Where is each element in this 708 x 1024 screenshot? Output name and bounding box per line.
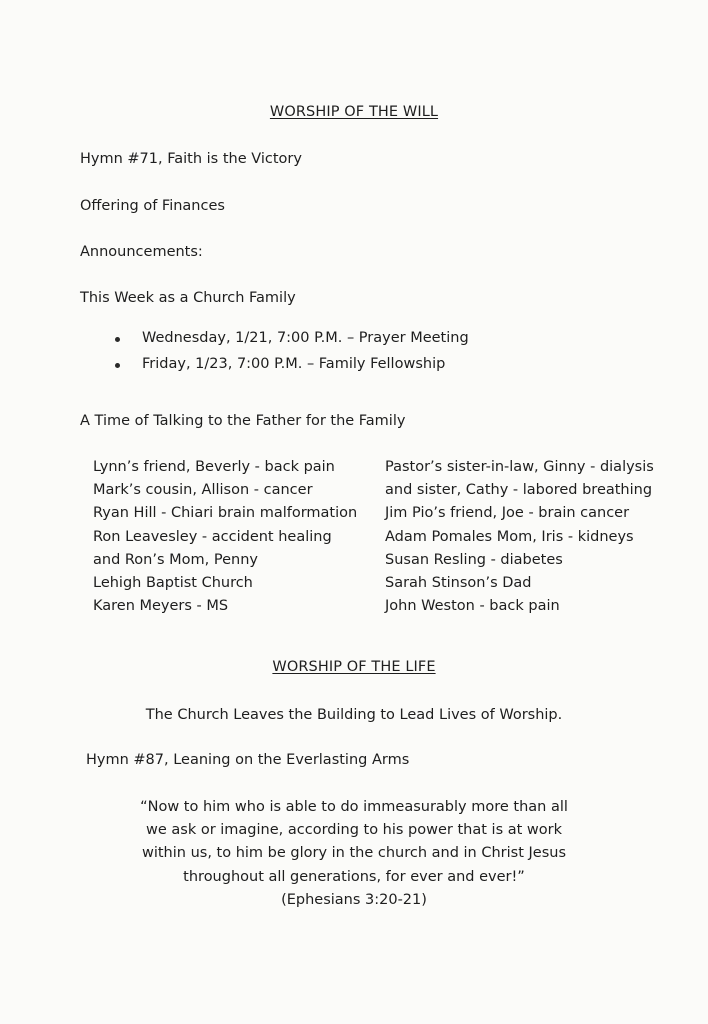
prayer-item: Adam Pomales Mom, Iris - kidneys — [385, 528, 634, 545]
scripture-quote — [0, 796, 708, 912]
section-heading-worship-of-the-will: WORSHIP OF THE WILL — [269, 104, 439, 120]
prayer-item: John Weston - back pain — [385, 598, 560, 615]
event-text: Friday, 1/23, 7:00 P.M. – Family Fellowship — [142, 356, 446, 372]
prayer-item: and Ron’s Mom, Penny — [93, 551, 258, 568]
bullet-icon — [115, 363, 120, 368]
event-text: Wednesday, 1/21, 7:00 P.M. – Prayer Meeting — [142, 330, 469, 346]
prayer-item: Lehigh Baptist Church — [93, 574, 253, 591]
prayer-item: Karen Meyers - MS — [93, 598, 229, 615]
this-week-label: This Week as a Church Family — [80, 290, 296, 306]
quote-line: within us, to him be glory in the church and in Christ Jesus — [141, 845, 567, 862]
prayer-item: Pastor’s sister-in-law, Ginny - dialysis — [385, 459, 654, 475]
prayer-item: Ron Leavesley - accident healing — [93, 528, 332, 545]
scripture-reference: (Ephesians 3:20-21) — [281, 891, 427, 908]
quote-line: throughout all generations, for ever and ever!” — [183, 868, 525, 885]
prayer-item: Ryan Hill - Chiari brain malformation — [93, 505, 358, 522]
prayer-item: Jim Pio’s friend, Joe - brain cancer — [385, 505, 630, 522]
section-heading-worship-of-the-life: WORSHIP OF THE LIFE — [272, 659, 436, 675]
prayer-item: Lynn’s friend, Beverly - back pain — [93, 459, 335, 475]
hymn-line: Hymn #87, Leaning on the Everlasting Arms — [86, 752, 410, 768]
prayer-item: Susan Resling - diabetes — [385, 551, 563, 568]
bullet-icon — [115, 337, 120, 342]
prayer-list-left — [93, 456, 357, 618]
quote-line: we ask or imagine, according to his power that is at work — [145, 822, 562, 839]
prayer-title: A Time of Talking to the Father for the Family — [80, 413, 406, 429]
statement-line: The Church Leaves the Building to Lead Lives of Worship. — [145, 707, 563, 723]
hymn-line: Hymn #71, Faith is the Victory — [80, 151, 302, 167]
offering-line: Offering of Finances — [80, 198, 225, 214]
prayer-item: Sarah Stinson’s Dad — [385, 574, 532, 591]
quote-line: “Now to him who is able to do immeasurably more than all — [140, 799, 568, 815]
prayer-item: Mark’s cousin, Allison - cancer — [93, 482, 313, 499]
announcements-label: Announcements: — [80, 244, 203, 260]
prayer-item: and sister, Cathy - labored breathing — [385, 482, 653, 499]
prayer-list-right — [385, 456, 654, 618]
